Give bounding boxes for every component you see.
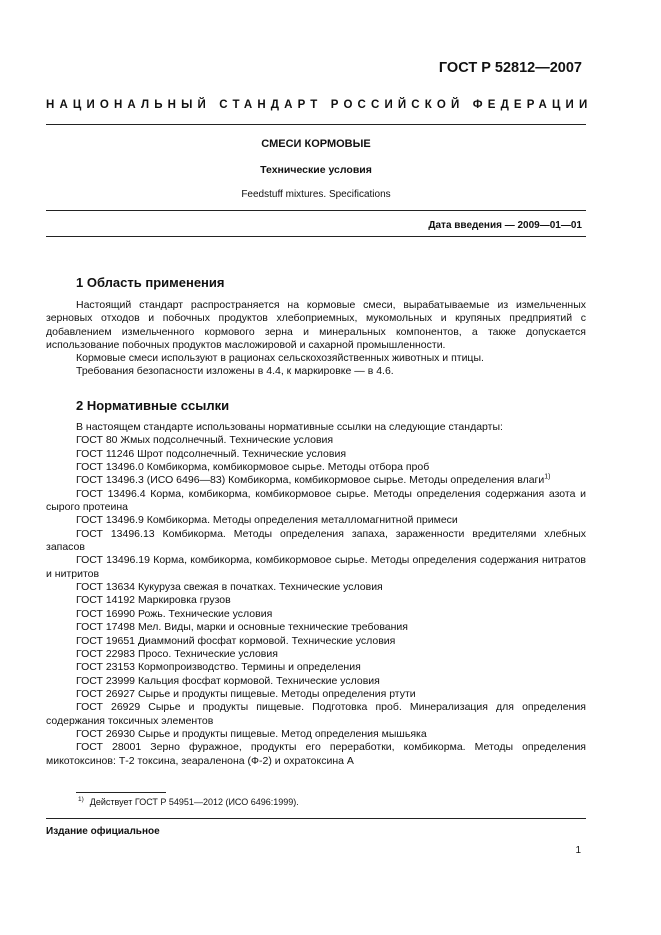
reference-item: ГОСТ 26930 Сырье и продукты пищевые. Метод определения мышьяка [76,727,427,740]
date-divider [46,236,586,237]
footnote-mark: 1) [78,796,84,803]
reference-item: ГОСТ 22983 Просо. Технические условия [76,647,278,660]
introduction-date: Дата введения — 2009—01—01 [428,220,582,231]
section-2-heading: 2 Нормативные ссылки [76,398,230,413]
normative-references-list [46,421,586,768]
reference-item: ГОСТ 14192 Маркировка грузов [76,594,231,607]
title-divider [46,210,586,211]
section-1-heading: 1 Область применения [76,275,225,290]
reference-item: ГОСТ 11246 Шрот подсолнечный. Технические условия [76,447,347,460]
footnote-marker: 1) [544,473,551,481]
section-1-paragraph: Настоящий стандарт распространяется на кормовые смеси, вырабатываемые из измельченных зерновых отходов и побочных продуктов хлебоприемных, мукомольных и крупяных предприятий с добавлением измельченного кормового зерна и минеральных компонентов, а также допускается использование побочных продуктов масложировой и сахарной промышленности. [46,299,586,351]
reference-item: ГОСТ 23999 Кальция фосфат кормовой. Технические условия [76,674,380,687]
reference-item: ГОСТ 23153 Кормопроизводство. Термины и определения [76,661,361,674]
document-subtitle: Технические условия [260,164,372,176]
reference-item [46,474,586,487]
reference-item: ГОСТ 17498 Мел. Виды, марки и основные технические требования [76,621,408,634]
reference-item: ГОСТ 19651 Диаммоний фосфат кормовой. Технические условия [76,634,396,647]
footnote-text: Действует ГОСТ Р 54951—2012 (ИСО 6496:1999). [89,797,299,807]
reference-item: ГОСТ 13496.19 Корма, комбикорма, комбикормовое сырье. Методы определения содержания нитратов и нитритов [46,554,586,580]
reference-item: ГОСТ 28001 Зерно фуражное, продукты его переработки, комбикорма. Методы определения микотоксинов: Т-2 токсина, зеараленона (Ф-2) и охратоксина А [46,741,586,767]
document-code: ГОСТ Р 52812—2007 [438,60,582,76]
reference-item: ГОСТ 13496.0 Комбикорма, комбикормовое сырье. Методы отбора проб [76,461,430,474]
header-divider [46,124,586,125]
english-title: Feedstuff mixtures. Specifications [241,189,391,200]
national-standard-heading: НАЦИОНАЛЬНЫЙ СТАНДАРТ РОССИЙСКОЙ ФЕДЕРАЦИИ [46,99,593,111]
section-1-paragraph: Требования безопасности изложены в 4.4, к маркировке — в 4.6. [76,365,394,378]
section-2-intro: В настоящем стандарте использованы нормативные ссылки на следующие стандарты: [76,421,503,433]
reference-item: ГОСТ 80 Жмых подсолнечный. Технические условия [76,434,334,447]
reference-item: ГОСТ 26929 Сырье и продукты пищевые. Подготовка проб. Минерализация для определения содержания токсичных элементов [46,701,586,727]
reference-item: ГОСТ 13496.9 Комбикорма. Методы определения металломагнитной примеси [76,514,458,527]
reference-item: ГОСТ 13496.4 Корма, комбикорма, комбикормовое сырье. Методы определения содержания азота и сырого протеина [46,487,586,514]
reference-item: ГОСТ 13634 Кукуруза свежая в початках. Технические условия [76,581,383,594]
section-1-paragraph: Кормовые смеси используют в рационах сельскохозяйственных животных и птицы. [76,352,484,365]
reference-text: ГОСТ 13496.3 (ИСО 6496—83) Комбикорма, комбикормовое сырье. Методы определения влаги [76,474,545,487]
section-1-body [46,299,586,379]
footnote-divider [76,792,166,793]
footer-divider [46,818,586,819]
reference-item: ГОСТ 13496.13 Комбикорма. Методы определения запаха, зараженности вредителями хлебных запасов [46,527,586,554]
reference-item: ГОСТ 26927 Сырье и продукты пищевые. Методы определения ртути [76,687,416,700]
page-number: 1 [575,845,581,856]
reference-item: ГОСТ 16990 Рожь. Технические условия [76,607,273,620]
footnote [76,796,299,807]
official-edition-label: Издание официальное [46,826,160,837]
document-title: СМЕСИ КОРМОВЫЕ [261,138,371,150]
